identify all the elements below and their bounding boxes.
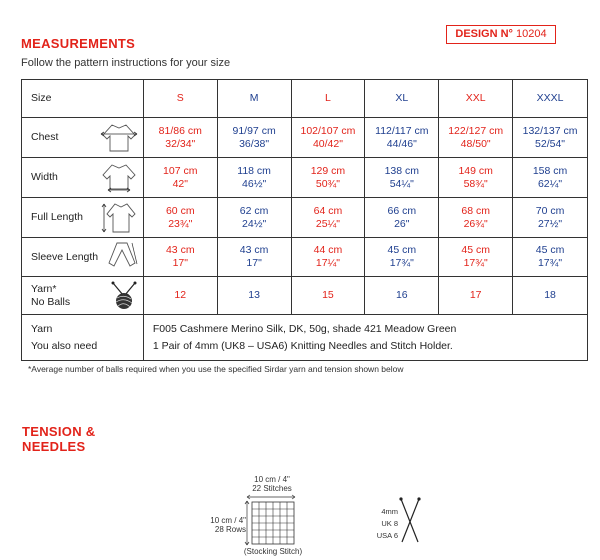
sleeve-cm-xl: 45 cm xyxy=(387,244,417,256)
chest-in-l: 40/42" xyxy=(312,137,343,150)
needle-usa: USA 6 xyxy=(376,531,398,540)
chest-cm-xxxl: 132/137 cm xyxy=(522,124,578,137)
chest-cm-l: 102/107 cm xyxy=(300,124,356,137)
no-balls-label: No Balls xyxy=(31,295,71,308)
chest-label: Chest xyxy=(31,131,59,143)
chest-row xyxy=(22,118,588,158)
yarn-ball-icon xyxy=(109,281,139,311)
full-length-in-s: 23¾" xyxy=(168,217,193,230)
full-length-row xyxy=(22,198,588,238)
width-in-xxxl: 62¼" xyxy=(537,177,563,190)
needles-icon xyxy=(398,496,422,544)
width-in-s: 42" xyxy=(172,177,188,190)
sleeve-cm-s: 43 cm xyxy=(165,244,195,256)
size-m: M xyxy=(217,80,291,118)
size-row xyxy=(22,80,588,118)
tension-heading xyxy=(22,424,95,454)
sleeve-cm-xxxl: 45 cm xyxy=(535,244,565,256)
measurements-table xyxy=(21,79,588,361)
full-length-in-m: 24½" xyxy=(242,217,267,230)
sleeve-length-label: Sleeve Length xyxy=(31,250,99,263)
chest-in-m: 36/38" xyxy=(239,137,270,150)
materials-yarn-value: F005 Cashmere Merino Silk, DK, 50g, shade 421 Meadow Green xyxy=(152,322,457,335)
sleeve-in-xl: 17¾" xyxy=(389,257,414,269)
width-in-xl: 54¼" xyxy=(389,177,414,190)
full-length-cm-xl: 66 cm xyxy=(387,204,417,217)
tension-rows: 28 Rows xyxy=(214,525,246,534)
sleeve-cm-l: 44 cm xyxy=(313,244,343,256)
chest-in-s: 32/34" xyxy=(165,137,196,150)
design-label: DESIGN N° xyxy=(455,28,513,40)
width-cm-m: 118 cm xyxy=(237,164,271,177)
materials-need-label: You also need xyxy=(31,339,98,352)
width-cm-l: 129 cm xyxy=(310,164,346,177)
chest-cm-m: 91/97 cm xyxy=(232,124,276,137)
sleeve-in-m: 17" xyxy=(246,257,262,269)
design-number-box xyxy=(446,25,556,44)
design-number: 10204 xyxy=(516,28,547,40)
yarn-label: Yarn* xyxy=(31,282,57,295)
stitch-type: (Stocking Stitch) xyxy=(243,547,303,556)
full-length-in-xl: 26" xyxy=(394,217,410,230)
full-length-in-xxl: 26¾" xyxy=(463,217,488,230)
tension-height-label: 10 cm / 4" 28 Rows xyxy=(198,516,246,534)
yarn-balls-xxxl: 18 xyxy=(513,277,588,315)
materials-need-value: 1 Pair of 4mm (UK8 – USA6) Knitting Needles and Stitch Holder. xyxy=(152,339,453,352)
width-cm-xxxl: 158 cm xyxy=(532,164,568,177)
needle-size xyxy=(368,506,398,542)
width-row xyxy=(22,158,588,198)
chest-in-xxxl: 52/54" xyxy=(535,137,566,150)
chest-cm-xxl: 122/127 cm xyxy=(448,124,504,137)
needle-mm: 4mm xyxy=(381,507,398,516)
tension-heading-line1: TENSION & xyxy=(22,424,96,439)
intro-text: Follow the pattern instructions for your size xyxy=(21,57,231,69)
full-length-cm-xxxl: 70 cm xyxy=(535,204,565,217)
yarn-balls-m: 13 xyxy=(217,277,291,315)
size-label: Size xyxy=(22,80,144,118)
sleeve-icon xyxy=(105,241,139,273)
yarn-balls-xxl: 17 xyxy=(439,277,513,315)
sleeve-in-l: 17¼" xyxy=(315,257,341,269)
footnote: *Average number of balls required when you use the specified Sirdar yarn and tension shown below xyxy=(28,364,404,374)
full-length-in-xxxl: 27½" xyxy=(537,217,563,230)
width-cm-s: 107 cm xyxy=(163,164,198,177)
full-length-cm-s: 60 cm xyxy=(165,204,195,217)
full-length-cm-xxl: 68 cm xyxy=(461,204,490,217)
size-xl: XL xyxy=(365,80,439,118)
chest-in-xxl: 48/50" xyxy=(460,137,491,150)
sweater-chest-icon xyxy=(99,123,139,153)
chest-cm-xl: 112/117 cm xyxy=(375,124,429,137)
yarn-balls-xl: 16 xyxy=(365,277,439,315)
sweater-length-icon xyxy=(99,202,139,234)
sleeve-in-xxl: 17¾" xyxy=(463,257,488,269)
tension-width-label: 10 cm / 4" 22 Stitches xyxy=(232,475,312,493)
size-s: S xyxy=(143,80,217,118)
size-l: L xyxy=(291,80,365,118)
sleeve-cm-m: 43 cm xyxy=(239,244,269,256)
materials-row xyxy=(22,315,588,361)
sweater-width-icon xyxy=(99,163,139,193)
sleeve-length-row xyxy=(22,238,588,277)
width-label: Width xyxy=(31,171,58,183)
size-xxxl: XXXL xyxy=(513,80,588,118)
width-cm-xl: 138 cm xyxy=(384,164,420,177)
width-in-xxl: 58¾" xyxy=(463,177,488,190)
sleeve-in-xxxl: 17¾" xyxy=(537,257,563,269)
full-length-cm-l: 64 cm xyxy=(313,204,343,217)
yarn-balls-row xyxy=(22,277,588,315)
size-xxl: XXL xyxy=(439,80,513,118)
chest-cm-s: 81/86 cm xyxy=(158,124,202,137)
full-length-in-l: 25¼" xyxy=(315,217,341,230)
page-title: MEASUREMENTS xyxy=(21,36,136,51)
tension-heading-line2: NEEDLES xyxy=(22,439,86,454)
materials-yarn-label: Yarn xyxy=(31,322,53,335)
full-length-cm-m: 62 cm xyxy=(239,204,269,217)
chest-in-xl: 44/46" xyxy=(386,137,417,150)
tension-grid-icon xyxy=(244,494,298,548)
width-cm-xxl: 149 cm xyxy=(458,164,493,177)
sleeve-in-s: 17" xyxy=(172,257,188,269)
yarn-balls-l: 15 xyxy=(291,277,365,315)
tension-stitches: 22 Stitches xyxy=(252,484,292,493)
width-in-l: 50¾" xyxy=(315,177,341,190)
yarn-balls-s: 12 xyxy=(143,277,217,315)
sleeve-cm-xxl: 45 cm xyxy=(461,244,490,256)
width-in-m: 46½" xyxy=(242,177,267,190)
needle-uk: UK 8 xyxy=(381,519,398,528)
full-length-label: Full Length xyxy=(31,211,83,223)
